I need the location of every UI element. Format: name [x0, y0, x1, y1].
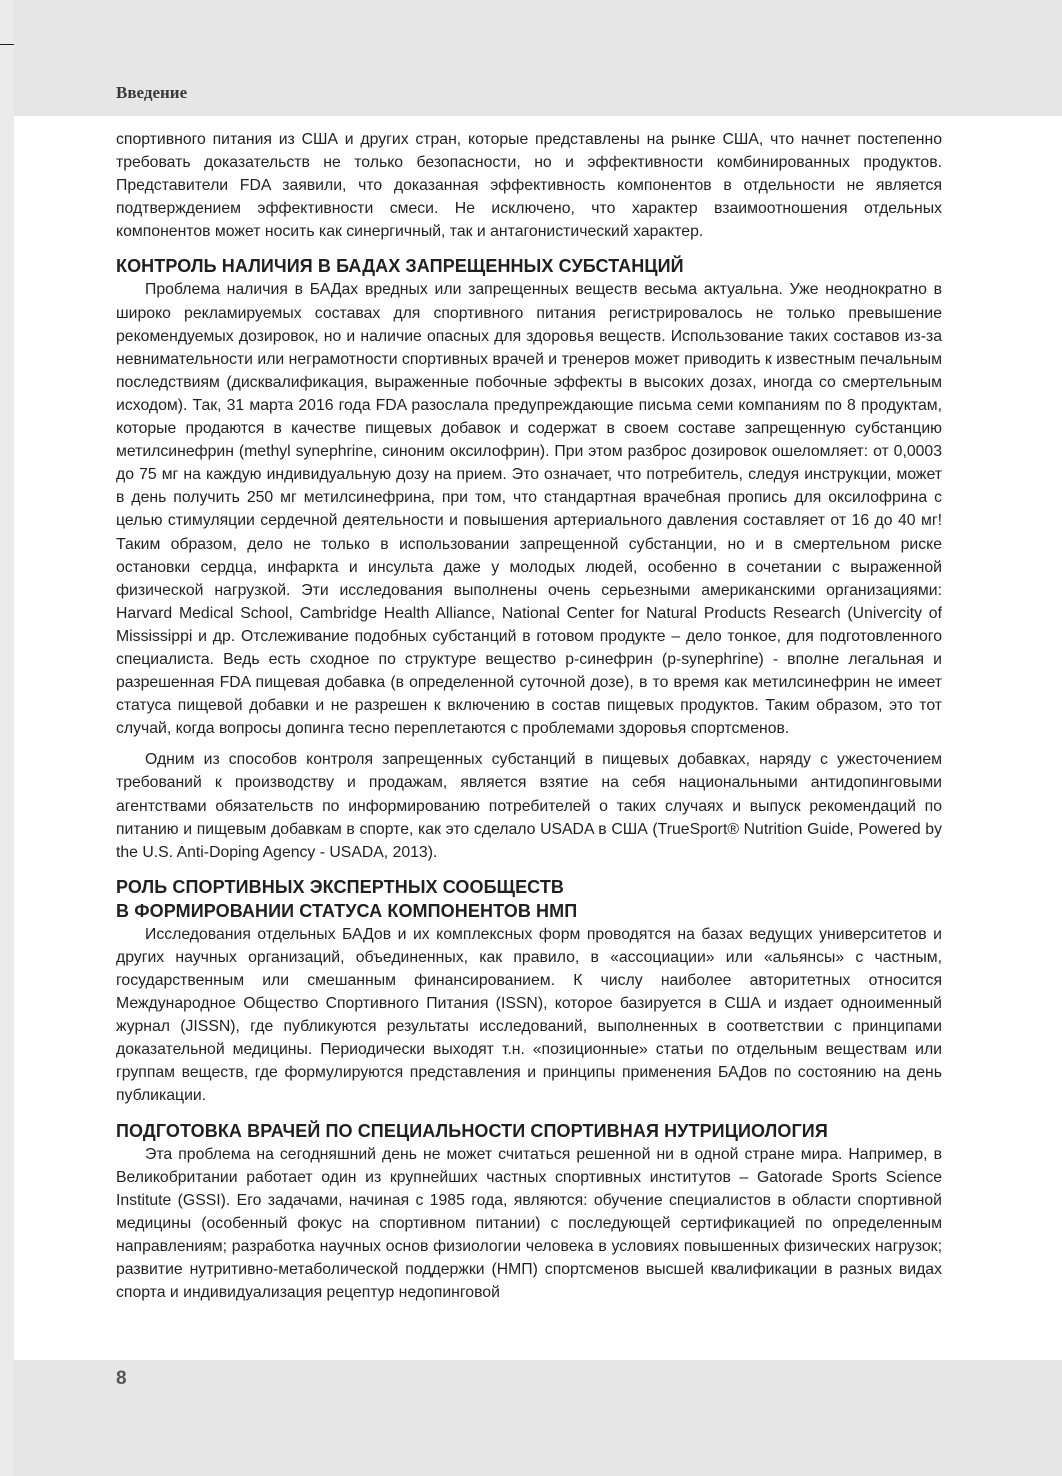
running-title: Введение [116, 83, 188, 102]
page-body [14, 116, 1062, 1360]
footer-band [14, 1360, 1062, 1476]
section2-heading-line2: В ФОРМИРОВАНИИ СТАТУСА КОМПОНЕНТОВ НМП [116, 900, 578, 921]
section2-heading [116, 875, 942, 923]
intro-paragraph: спортивного питания из США и других стран, которые представлены на рынке США, что начнет постепенно требовать доказательств не только безопасности, но и эффективности комбинированных продуктов. Представители FDA заявили, что доказанная эффективность компонентов в отдельности не является подтверждением эффективности смеси. Не исключено, что характер взаимоотношения отдельных компонентов может носить как синергичный, так и антагонистический характер. [116, 131, 942, 241]
section3-paragraph: Эта проблема на сегодняшний день не может считаться решенной ни в одной стране мира. Например, в Великобритании работает один из крупнейших частных спортивных институтов – Gatorade Sports Science Institute (GSSI). Его задачами, начиная с 1985 года, являются: обучение специалистов в области спортивной медицины (особенный фокус на спортивном питании) с последующей сертификацией по определенным направлениям; разработка научных основ физиологии человека в условиях повышенных физических нагрузок; развитие нутритивно-метаболической поддержки (НМП) спортсменов высшей квалификации в разных видах спорта и индивидуализация рецептур недопинговой [116, 1145, 942, 1302]
page-number: 8 [116, 1368, 127, 1389]
section1-paragraph-2: Одним из способов контроля запрещенных субстанций в пищевых добавках, наряду с ужесточением требований к производству и продажам, является взятие на себя национальными антидопинговыми агентствами обязательств по информированию потребителей о таких случаях и выпуск рекомендаций по питанию и пищевым добавкам в спорте, как это сделало USADA в США (TrueSport® Nutrition Guide, Powered by the U.S. Anti-Doping Agency - USADA, 2013). [116, 751, 942, 861]
section1-heading: КОНТРОЛЬ НАЛИЧИЯ В БАДАХ ЗАПРЕЩЕННЫХ СУБСТАНЦИЙ [116, 256, 684, 277]
section2-paragraph: Исследования отдельных БАДов и их комплексных форм проводятся на базах ведущих университетов и других научных организаций, объединенных, как правило, в «ассоциации» или «альянсы» с частным, государственным или смешанным финансированием. К числу наиболее авторитетных относится Международное Общество Спортивного Питания (ISSN), которое базируется в США и издает одноименный журнал (JISSN), где публикуются результаты исследований, выполненных в соответствии с принципами доказательной медицины. Периодически выходят т.н. «позиционные» статьи по отдельным веществам или группам веществ, где формулируются представления и принципы применения БАДов по состоянию на день публикации. [116, 925, 942, 1105]
text-column [116, 128, 942, 1304]
section1-paragraph-1: Проблема наличия в БАДах вредных или запрещенных веществ весьма актуальна. Уже неоднократно в широко рекламируемых составах для спортивного питания регистрировалось не только превышение рекомендуемых дозировок, но и наличие опасных для здоровья веществ. Использование таких составов из-за невнимательности или неграмотности спортивных врачей и тренеров может приводить к известным печальным последствиям (дисквалификация, выраженные побочные эффекты в высоких дозах, иногда со смертельным исходом). Так, 31 марта 2016 года FDA разослала предупреждающие письма семи компаниям по 8 продуктам, которые продаются в качестве пищевых добавок и содержат в своем составе запрещенную субстанцию метилсинефрин (methyl synephrine, синоним оксилофрин). При этом разброс дозировок ошеломляет: от 0,0003 до 75 мг на каждую индивидуальную дозу на прием. Это означает, что потребитель, следуя инструкции, может в день получить 250 мг метилсинефрина, при том, что стандартная врачебная пропись для оксилофрина с целью стимуляции сердечной деятельности и повышения артериального давления составляет от 16 до 40 мг! Таким образом, дело не только в использовании запрещенной субстанции, но и в смертельном риске остановки сердца, инфаркта и инсульта даже у молодых людей, особенно в сочетании с выраженной физической нагрузкой. Эти исследования выполнены очень серьезными американскими организациями: Harvard Medical School, Cambridge Health Alliance, National Center for Natural Products Research (Univercity of Mississippi и др. Отслеживание подобных субстанций в готовом продукте – дело тонкое, для подготовленного специалиста. Ведь есть сходное по структуре вещество p-синефрин (p-synephrine) - вполне легальная и разрешенная FDA пищевая добавка (в определенной суточной дозе), в то время как метилсинефрин не имеет статуса пищевой добавки и не разрешен к включению в состав пищевых продуктов. Таким образом, это тот случай, когда вопросы допинга тесно переплетаются с проблемами здоровья спортсменов. [116, 281, 942, 738]
section2-heading-line1: РОЛЬ СПОРТИВНЫХ ЭКСПЕРТНЫХ СООБЩЕСТВ [116, 876, 565, 897]
section3-heading: ПОДГОТОВКА ВРАЧЕЙ ПО СПЕЦИАЛЬНОСТИ СПОРТИВНАЯ НУТРИЦИОЛОГИЯ [116, 1120, 828, 1141]
